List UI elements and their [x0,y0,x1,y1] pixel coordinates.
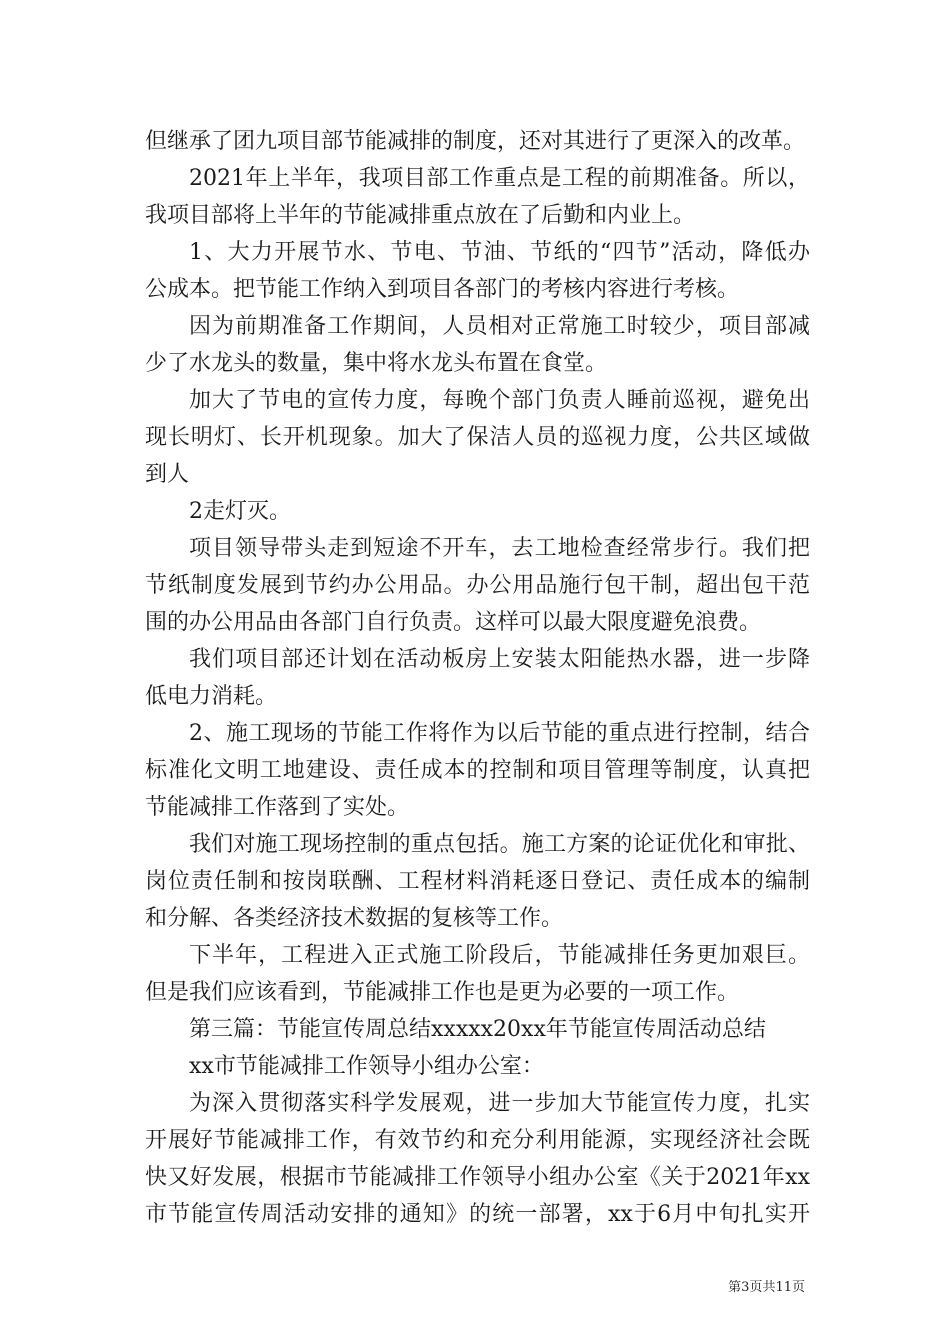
text-line: 但继承了团九项目部节能减排的制度，还对其进行了更深入的改革。 [145,129,806,154]
text-line: 公成本。把节能工作纳入到项目各部门的考核内容进行考核。 [145,277,740,302]
text-line: 现长明灯、长开机现象。加大了保洁人员的巡视力度，公共区域做 [145,425,810,450]
text-line: 2、施工现场的节能工作将作为以后节能的重点进行控制，结合 [189,721,810,746]
text-line: 低电力消耗。 [145,684,278,709]
text-line: 少了水龙头的数量，集中将水龙头布置在食堂。 [145,351,608,376]
page-number: 第3页共11页 [728,1280,805,1295]
text-line: 加大了节电的宣传力度，每晚个部门负责人睡前巡视，避免出 [189,388,810,413]
text-line: 节纸制度发展到节约办公用品。办公用品施行包干制，超出包干范 [145,573,810,598]
text-line: 项目领导带头走到短途不开车，去工地检查经常步行。我们把 [189,536,810,561]
text-line: 岗位责任制和按岗联酬、工程材料消耗逐日登记、责任成本的编制 [145,869,810,894]
text-line: 围的办公用品由各部门自行负责。这样可以最大限度避免浪费。 [145,610,762,635]
text-line: 我们对施工现场控制的重点包括。施工方案的论证优化和审批、 [189,832,810,857]
text-line: 节能减排工作落到了实处。 [145,795,410,820]
text-line: xx市节能减排工作领导小组办公室： [189,1054,544,1079]
text-line: 2走灯灭。 [189,499,291,524]
text-line: 第三篇：节能宣传周总结xxxxx20xx年节能宣传周活动总结 [189,1017,766,1042]
text-line: 1、大力开展节水、节电、节油、节纸的“四节”活动，降低办 [189,240,810,265]
text-line: 因为前期准备工作期间，人员相对正常施工时较少，项目部减 [189,314,810,339]
text-line: 但是我们应该看到，节能减排工作也是更为必要的一项工作。 [145,980,740,1005]
document-body [145,123,810,1233]
text-line: 为深入贯彻落实科学发展观，进一步加大节能宣传力度，扎实 [189,1091,810,1116]
text-line: 2021年上半年，我项目部工作重点是工程的前期准备。所以， [189,166,810,191]
text-line: 下半年，工程进入正式施工阶段后，节能减排任务更加艰巨。 [189,943,810,968]
text-line: 我项目部将上半年的节能减排重点放在了后勤和内业上。 [145,203,696,228]
text-line: 快又好发展，根据市节能减排工作领导小组办公室《关于2021年xx [145,1165,810,1190]
text-line: 标准化文明工地建设、责任成本的控制和项目管理等制度，认真把 [145,758,810,783]
text-line: 市节能宣传周活动安排的通知》的统一部署，xx于6月中旬扎实开 [145,1202,810,1227]
text-line: 我们项目部还计划在活动板房上安装太阳能热水器，进一步降 [189,647,810,672]
text-line: 和分解、各类经济技术数据的复核等工作。 [145,906,564,931]
text-line: 开展好节能减排工作，有效节约和充分利用能源，实现经济社会既 [145,1128,810,1153]
text-line: 到人 [145,462,190,487]
